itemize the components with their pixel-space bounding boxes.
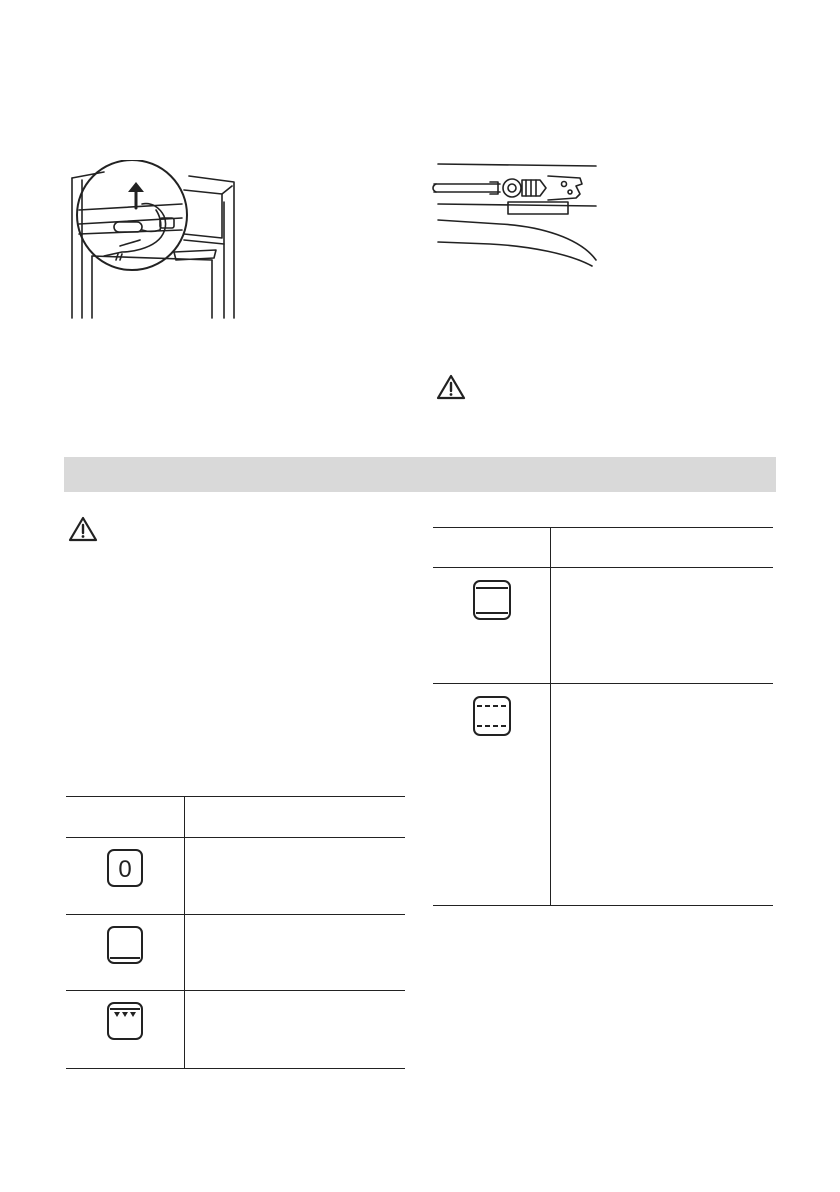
- mode-description: [185, 915, 406, 991]
- table-row: [433, 568, 773, 684]
- mode-off-0-icon: [106, 848, 144, 888]
- mode-bottom-bar-icon: [106, 925, 144, 965]
- table-row: [66, 838, 405, 915]
- table-header-description: [551, 528, 774, 568]
- section-heading-bar: [64, 457, 776, 492]
- door-panel-lift-illustration: [64, 160, 254, 322]
- mode-top-triangles-icon: [106, 1001, 144, 1041]
- table-row: [433, 684, 773, 906]
- mode-description: [185, 838, 406, 915]
- table-header-description: [185, 797, 406, 838]
- mode-dashed-top-bottom-icon: [472, 695, 512, 737]
- mode-table-left: [66, 796, 405, 1069]
- screw-bracket-illustration: [430, 160, 600, 268]
- table-row: [66, 915, 405, 991]
- mode-description: [185, 991, 406, 1069]
- mode-top-bottom-bars-icon: [472, 579, 512, 621]
- svg-text:0: 0: [118, 856, 132, 883]
- warning-triangle-icon: [436, 374, 466, 400]
- table-header-symbol: [66, 797, 185, 838]
- mode-description: [551, 568, 774, 684]
- mode-description: [551, 684, 774, 906]
- table-row: [66, 991, 405, 1069]
- warning-triangle-icon: [68, 516, 98, 542]
- table-header-symbol: [433, 528, 551, 568]
- mode-table-right: [433, 527, 773, 906]
